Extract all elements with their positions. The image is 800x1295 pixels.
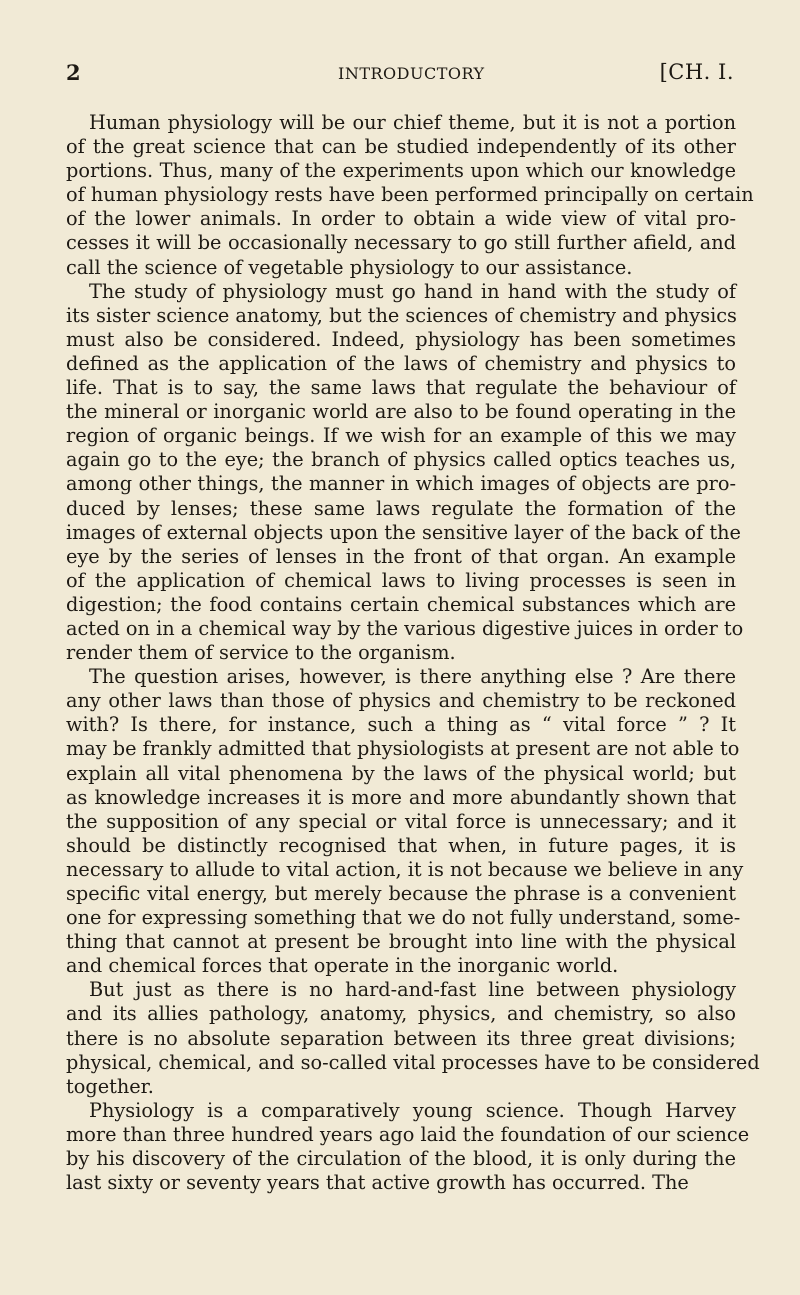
text-line: acted on in a chemical way by the various digestive juices in order to bbox=[66, 616, 744, 640]
text-line: among other things, the manner in which images of objects are pro- bbox=[66, 472, 736, 496]
text-line: should be distinctly recognised that when, in future pages, it is bbox=[66, 833, 736, 857]
text-line: cesses it will be occasionally necessary to go still further afield, and bbox=[66, 231, 736, 255]
text-line: images of external objects upon the sensitive layer of the back of the bbox=[66, 520, 741, 544]
text-line: specific vital energy, but merely because the phrase is a convenient bbox=[66, 882, 736, 905]
text-line: The study of physiology must go hand in hand with the study of bbox=[89, 279, 736, 303]
text-line: more than three hundred years ago laid the foundation of our science bbox=[66, 1122, 750, 1146]
text-line: physical, chemical, and so-called vital processes have to be considered bbox=[66, 1050, 760, 1074]
text-line: Human physiology will be our chief theme, but it is not a portion bbox=[89, 111, 736, 134]
page-number: 2 bbox=[66, 60, 81, 85]
text-line: again go to the eye; the branch of physics called optics teaches us, bbox=[66, 448, 736, 472]
paragraph bbox=[66, 111, 754, 280]
text-line: duced by lenses; these same laws regulate the formation of the bbox=[66, 496, 736, 520]
text-line: portions. Thus, many of the experiments upon which our knowledge bbox=[66, 159, 736, 183]
text-line: with? Is there, for instance, such a thing as “ vital force ” ? It bbox=[66, 713, 736, 737]
text-line: region of organic beings. If we wish for an example of this we may bbox=[66, 424, 736, 448]
text-line: render them of service to the organism. bbox=[66, 641, 456, 665]
running-head: INTRODUCTORY bbox=[338, 64, 485, 83]
text-line: and chemical forces that operate in the inorganic world. bbox=[66, 954, 619, 978]
text-line: the mineral or inorganic world are also to be found operating in the bbox=[66, 400, 736, 424]
text-line: there is no absolute separation between its three great divisions; bbox=[66, 1026, 736, 1050]
paragraph bbox=[66, 665, 744, 978]
text-line: of human physiology rests have been performed principally on certain bbox=[66, 183, 754, 207]
body-text bbox=[66, 111, 760, 1195]
text-line: any other laws than those of physics and chemistry to be reckoned bbox=[66, 689, 736, 713]
page-header bbox=[66, 60, 734, 90]
text-line: explain all vital phenomena by the laws of the physical world; but bbox=[66, 761, 736, 785]
text-line: digestion; the food contains certain chemical substances which are bbox=[66, 592, 736, 616]
paragraph bbox=[66, 279, 744, 666]
text-line: last sixty or seventy years that active growth has occurred. The bbox=[66, 1171, 689, 1195]
text-line: may be frankly admitted that physiologists at present are not able to bbox=[66, 737, 740, 761]
paragraph bbox=[66, 978, 760, 1098]
text-line: eye by the series of lenses in the front of that organ. An example bbox=[66, 544, 736, 568]
text-line: necessary to allude to vital action, it is not because we believe in any bbox=[66, 857, 744, 881]
text-line: of the great science that can be studied independently of its other bbox=[66, 135, 736, 159]
text-line: one for expressing something that we do not fully understand, some- bbox=[66, 906, 741, 930]
text-line: its sister science anatomy, but the sciences of chemistry and physics bbox=[66, 303, 737, 327]
text-line: together. bbox=[66, 1074, 154, 1098]
text-line: call the science of vegetable physiology to our assistance. bbox=[66, 255, 633, 279]
text-line: of the lower animals. In order to obtain a wide view of vital pro- bbox=[66, 207, 736, 231]
text-line: But just as there is no hard-and-fast line between physiology bbox=[89, 978, 736, 1002]
text-line: the supposition of any special or vital force is unnecessary; and it bbox=[66, 809, 736, 833]
text-line: of the application of chemical laws to living processes is seen in bbox=[66, 568, 736, 592]
text-line: life. That is to say, the same laws that regulate the behaviour of bbox=[66, 376, 736, 400]
text-line: thing that cannot at present be brought into line with the physical bbox=[66, 930, 736, 954]
chapter-reference: [CH. I. bbox=[659, 60, 734, 84]
text-line: defined as the application of the laws of chemistry and physics to bbox=[66, 351, 736, 375]
text-line: The question arises, however, is there anything else ? Are there bbox=[89, 665, 736, 689]
paragraph bbox=[66, 1098, 750, 1195]
text-line: must also be considered. Indeed, physiology has been sometimes bbox=[66, 327, 736, 351]
text-line: as knowledge increases it is more and more abundantly shown that bbox=[66, 785, 736, 809]
text-line: and its allies pathology, anatomy, physics, and chemistry, so also bbox=[66, 1002, 736, 1026]
text-line: by his discovery of the circulation of the blood, it is only during the bbox=[66, 1147, 736, 1171]
text-line: Physiology is a comparatively young science. Though Harvey bbox=[89, 1098, 736, 1122]
